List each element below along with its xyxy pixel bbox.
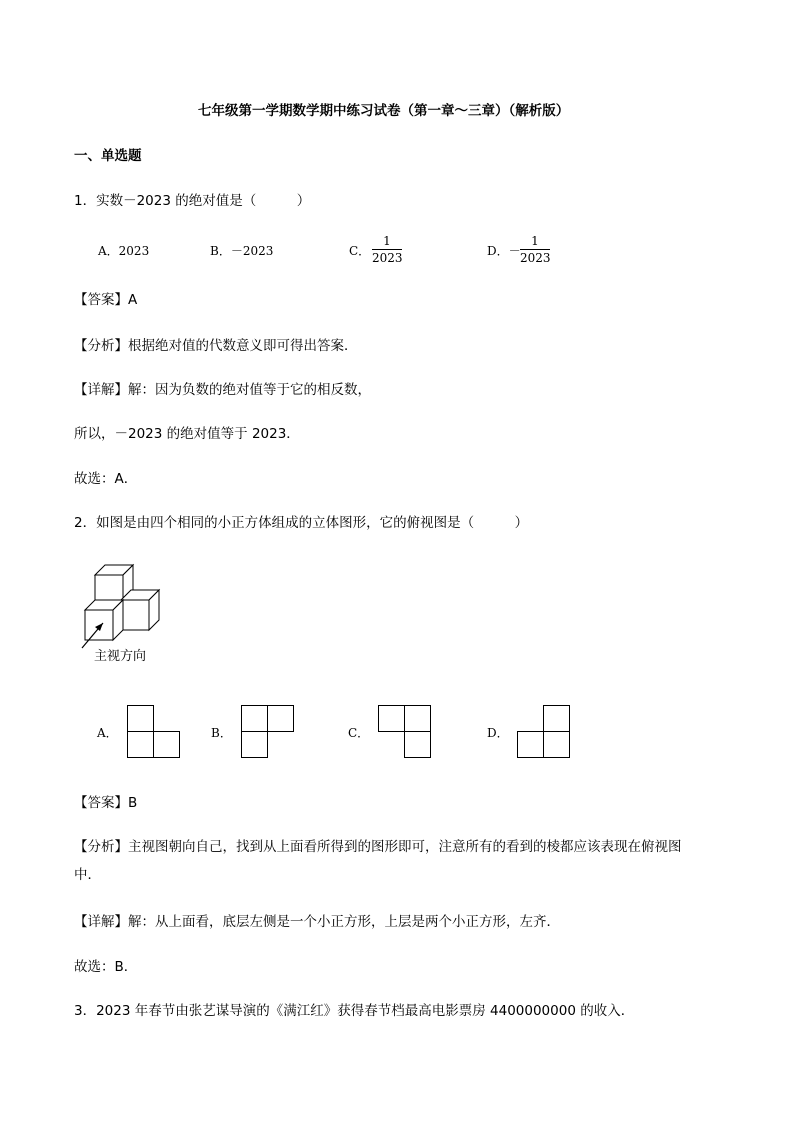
q1-option-c-denominator: 2023	[372, 251, 403, 265]
q2-option-c-label: C．	[348, 726, 370, 740]
q2-option-c-figure	[378, 705, 434, 759]
q2-option-d-figure	[517, 705, 573, 759]
q2-detail: 【详解】解：从上面看，底层左侧是一个小正方形，上层是两个小正方形，左齐．	[74, 914, 560, 930]
q1-detail-line2: 所以，－2023 的绝对值等于 2023．	[74, 426, 300, 442]
q2-option-a-label: A．	[97, 726, 118, 740]
fraction-bar	[520, 249, 550, 250]
q2-cube-figure	[78, 560, 188, 650]
q2-option-d-label: D．	[487, 726, 509, 740]
q1-option-b: B．－2023	[210, 244, 274, 258]
q2-analysis-line2: 中．	[74, 867, 101, 883]
q3-stem: 3．2023 年春节由张艺谋导演的《满江红》获得春节档最高电影票房 4400000000 的收入．	[74, 1003, 635, 1019]
q1-option-c-fraction	[372, 234, 402, 265]
q2-option-a-figure	[127, 705, 183, 759]
q1-option-a: A．2023	[98, 244, 150, 258]
q1-detail: 【详解】解：因为负数的绝对值等于它的相反数，	[74, 382, 371, 398]
q2-choice: 故选：B．	[74, 959, 138, 975]
q1-analysis: 【分析】根据绝对值的代数意义即可得出答案．	[74, 338, 358, 354]
q1-choice: 故选：A．	[74, 471, 138, 487]
q2-option-b-label: B．	[211, 726, 232, 740]
q1-stem: 1．实数－2023 的绝对值是（ ）	[74, 193, 311, 209]
q2-stem: 2．如图是由四个相同的小正方体组成的立体图形，它的俯视图是（ ）	[74, 515, 529, 531]
q1-option-d-denominator: 2023	[520, 251, 551, 265]
section-heading: 一、单选题	[74, 148, 142, 164]
q1-option-c-label: C．	[349, 244, 371, 258]
fraction-bar	[372, 249, 402, 250]
q1-option-d-numerator: 1	[531, 234, 539, 248]
q2-analysis: 【分析】主视图朝向自己，找到从上面看所得到的图形即可，注意所有的看到的棱都应该表现在俯视图	[74, 839, 682, 855]
q2-answer: 【答案】B	[74, 795, 138, 811]
page-title: 七年级第一学期数学期中练习试卷（第一章～三章）（解析版）	[198, 103, 570, 119]
q1-option-d-label: D．－	[487, 244, 521, 258]
q1-option-c-numerator: 1	[383, 234, 391, 248]
q2-figure-caption: 主视方向	[94, 649, 147, 664]
q2-option-b-figure	[241, 705, 297, 759]
q1-option-d-fraction	[520, 234, 550, 265]
q1-answer: 【答案】A	[74, 292, 138, 308]
